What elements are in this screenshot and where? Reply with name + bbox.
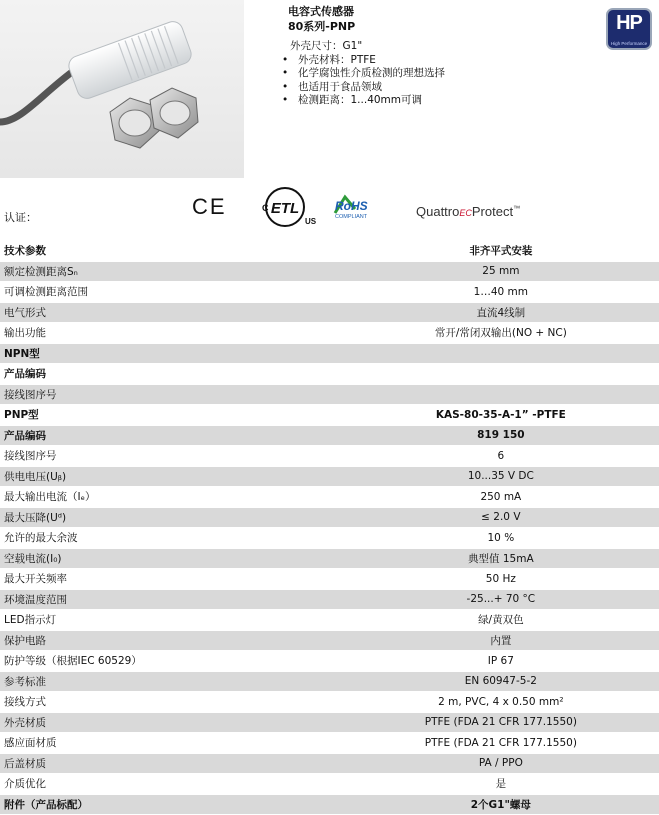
- hp-logo-tagline: High Performance: [610, 41, 648, 46]
- table-row: [0, 589, 659, 610]
- param-name: 最大输出电流（Iₑ）: [0, 487, 343, 508]
- table-row: [0, 323, 659, 344]
- param-name: NPN型: [0, 343, 343, 364]
- param-name: 环境温度范围: [0, 589, 343, 610]
- param-value: 2 m, PVC, 4 x 0.50 mm²: [343, 692, 659, 713]
- param-name: 空载电流(I₀): [0, 548, 343, 569]
- param-value: [343, 384, 659, 405]
- table-row: [0, 487, 659, 508]
- param-name: 供电电压(Uᵦ): [0, 466, 343, 487]
- param-name: 参考标准: [0, 671, 343, 692]
- param-value: 6: [343, 446, 659, 467]
- param-name: 感应面材质: [0, 733, 343, 754]
- param-value: 25 mm: [343, 261, 659, 282]
- table-row: [0, 733, 659, 754]
- param-value: PA / PPO: [343, 753, 659, 774]
- param-value: 2个G1"螺母: [343, 794, 659, 815]
- param-value: 直流4线制: [343, 302, 659, 323]
- param-value: [343, 343, 659, 364]
- table-row: [0, 630, 659, 651]
- ce-mark-icon: CE: [192, 194, 227, 219]
- table-row: [0, 569, 659, 590]
- table-row: [0, 302, 659, 323]
- table-row: [0, 384, 659, 405]
- param-value: -25...+ 70 °C: [343, 589, 659, 610]
- param-name: 允许的最大余波: [0, 528, 343, 549]
- param-value: 常开/常闭双输出(NO + NC): [343, 323, 659, 344]
- param-value: 10 %: [343, 528, 659, 549]
- param-value: 内置: [343, 630, 659, 651]
- param-name: 电气形式: [0, 302, 343, 323]
- param-name: LED指示灯: [0, 610, 343, 631]
- param-value: IP 67: [343, 651, 659, 672]
- table-row: [0, 425, 659, 446]
- table-row: [0, 528, 659, 549]
- param-value: 典型值 15mA: [343, 548, 659, 569]
- table-row: [0, 548, 659, 569]
- param-name: 额定检测距离Sₙ: [0, 261, 343, 282]
- table-row: [0, 241, 659, 261]
- param-value: EN 60947-5-2: [343, 671, 659, 692]
- etl-mark-icon: [259, 184, 319, 234]
- feature-item: 外壳尺寸：G1": [290, 40, 363, 52]
- quattro-ec-text: EC: [459, 208, 472, 218]
- hp-logo: [606, 8, 652, 50]
- spec-table: [0, 241, 659, 815]
- feature-item: • 也适用于食品领域: [282, 81, 445, 95]
- param-value: 绿/黄双色: [343, 610, 659, 631]
- param-name: 防护等级（根据IEC 60529）: [0, 651, 343, 672]
- param-name: 可调检测距离范围: [0, 282, 343, 303]
- table-row: [0, 610, 659, 631]
- etl-text: ETL: [270, 200, 300, 217]
- etl-us-text: US: [305, 217, 317, 226]
- quattro-protect-logo: [416, 204, 520, 219]
- param-value: ≤ 2.0 V: [343, 507, 659, 528]
- param-value: 1…40 mm: [343, 282, 659, 303]
- param-name: 最大开关频率: [0, 569, 343, 590]
- table-row: [0, 446, 659, 467]
- sensor-illustration: [0, 0, 244, 178]
- param-name: 接线方式: [0, 692, 343, 713]
- feature-item: • 检测距离：1...40mm可调: [282, 94, 445, 108]
- param-name: 最大压降(Uᵈ): [0, 507, 343, 528]
- param-name: 技术参数: [0, 241, 343, 261]
- etl-c-text: C: [262, 203, 269, 213]
- table-row: [0, 712, 659, 733]
- feature-list: [282, 40, 445, 108]
- param-name: 产品编码: [0, 425, 343, 446]
- param-name: 接线图序号: [0, 384, 343, 405]
- certification-label: 认证：: [4, 211, 37, 224]
- table-row: [0, 343, 659, 364]
- table-row: [0, 261, 659, 282]
- rohs-text: RoHS: [335, 199, 368, 213]
- product-title: 电容式传感器: [288, 5, 354, 18]
- param-name: 介质优化: [0, 774, 343, 795]
- param-value: 非齐平式安装: [343, 241, 659, 261]
- table-row: [0, 794, 659, 815]
- table-row: [0, 282, 659, 303]
- param-name: 输出功能: [0, 323, 343, 344]
- table-row: [0, 692, 659, 713]
- param-value: PTFE (FDA 21 CFR 177.1550): [343, 733, 659, 754]
- feature-item: • 化学腐蚀性介质检测的理想选择: [282, 67, 445, 81]
- param-value: 50 Hz: [343, 569, 659, 590]
- product-series: 80系列-PNP: [288, 20, 356, 33]
- table-row: [0, 466, 659, 487]
- quattro-text: Quattro: [416, 204, 460, 219]
- rohs-mark-icon: [331, 193, 383, 221]
- param-name: 保护电路: [0, 630, 343, 651]
- param-value: 10...35 V DC: [343, 466, 659, 487]
- param-name: 产品编码: [0, 364, 343, 385]
- param-name: 外壳材质: [0, 712, 343, 733]
- param-name: 接线图序号: [0, 446, 343, 467]
- param-value: KAS-80-35-A-1” -PTFE: [343, 405, 659, 426]
- param-value: 819 150: [343, 425, 659, 446]
- param-name: 后盖材质: [0, 753, 343, 774]
- table-row: [0, 753, 659, 774]
- table-row: [0, 507, 659, 528]
- param-value: 250 mA: [343, 487, 659, 508]
- param-value: 是: [343, 774, 659, 795]
- param-value: PTFE (FDA 21 CFR 177.1550): [343, 712, 659, 733]
- table-row: [0, 405, 659, 426]
- param-value: [343, 364, 659, 385]
- product-photo: [0, 0, 244, 178]
- hp-logo-letters: HP: [616, 12, 642, 34]
- table-row: [0, 671, 659, 692]
- rohs-sub-text: COMPLIANT: [335, 214, 368, 220]
- table-row: [0, 651, 659, 672]
- table-row: [0, 364, 659, 385]
- param-name: 附件（产品标配）: [0, 794, 343, 815]
- feature-item: • 外壳材料：PTFE: [282, 54, 445, 68]
- param-name: PNP型: [0, 405, 343, 426]
- quattro-tm-text: ™: [513, 205, 521, 213]
- quattro-protect-text: Protect: [471, 204, 514, 219]
